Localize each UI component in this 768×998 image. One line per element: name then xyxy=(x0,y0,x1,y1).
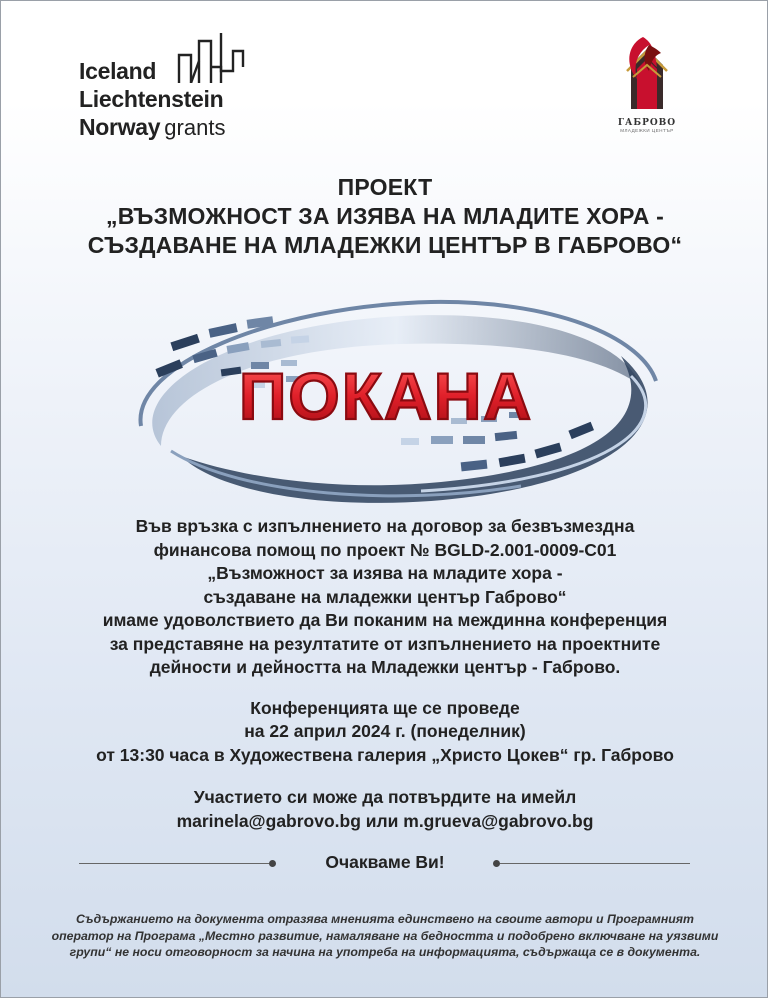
grants-logo-grants-word: grants xyxy=(164,115,226,140)
disclaimer xyxy=(1,911,768,961)
title-line-2: „ВЪЗМОЖНОСТ ЗА ИЗЯВА НА МЛАДИТЕ ХОРА - xyxy=(106,203,664,229)
paragraph-line: „Възможност за изява на младите хора - xyxy=(207,563,563,583)
gabrovo-logo-caption: ГАБРОВО xyxy=(617,118,677,128)
disclaimer-line: групи“ не носи отговорност за начина на употреба на информацията, съдържаща се в документа. xyxy=(69,945,701,959)
grants-logo-norway xyxy=(79,113,225,142)
paragraph-line: Във връзка с изпълнението на договор за безвъзмездна xyxy=(135,516,635,536)
conference-venue: от 13:30 часа в Художествена галерия „Христо Цокев“ гр. Габрово xyxy=(96,744,674,765)
title-line-3: СЪЗДАВАНЕ НА МЛАДЕЖКИ ЦЕНТЪР В ГАБРОВО“ xyxy=(87,232,683,258)
conference-date: на 22 април 2024 г. (понеделник) xyxy=(244,721,526,741)
rsvp-section xyxy=(1,786,768,833)
disclaimer-line: оператор на Програма „Местно развитие, намаляване на бедността и подобрено включване на уязвими xyxy=(51,928,719,943)
rsvp-text: Участието си може да потвърдите на имейл xyxy=(193,787,577,807)
paragraph-line: за представяне на резултатите от изпълнението на проектните xyxy=(109,633,661,654)
invitation-graphic xyxy=(101,286,671,511)
rsvp-emails[interactable]: marinela@gabrovo.bg или m.grueva@gabrovo.bg xyxy=(176,810,594,831)
eea-grants-bars-icon xyxy=(177,31,247,83)
project-title xyxy=(1,173,768,260)
gabrovo-youth-center-logo xyxy=(607,31,687,133)
title-line-1: ПРОЕКТ xyxy=(337,174,433,200)
gabrovo-logo-subcaption: МЛАДЕЖКИ ЦЕНТЪР xyxy=(620,128,674,133)
closing-text: Очакваме Ви! xyxy=(325,852,445,872)
invitation-word: ПОКАНА xyxy=(238,359,534,433)
paragraph-line: създаване на младежки център Габрово“ xyxy=(203,586,567,607)
paragraph-line: дейности и дейността на Младежки център - Габрово. xyxy=(149,657,621,677)
grants-logo-iceland: Iceland xyxy=(79,58,157,84)
paragraph-line: финансова помощ по проект № BGLD-2.001-0009-C01 xyxy=(153,539,617,560)
conference-details xyxy=(1,697,768,768)
conference-line: Конференцията ще се проведе xyxy=(250,697,520,718)
body-paragraph xyxy=(1,515,768,680)
grants-logo-norway-word: Norway xyxy=(79,114,161,140)
gabrovo-youth-center-emblem-icon xyxy=(607,31,687,111)
disclaimer-line: Съдържанието на документа отразява мненията единствено на своите автори и Програмният xyxy=(76,912,694,926)
paragraph-line: имаме удоволствието да Ви поканим на междинна конференция xyxy=(102,610,668,630)
grants-logo-liechtenstein: Liechtenstein xyxy=(79,86,224,112)
invitation-body xyxy=(1,515,768,833)
